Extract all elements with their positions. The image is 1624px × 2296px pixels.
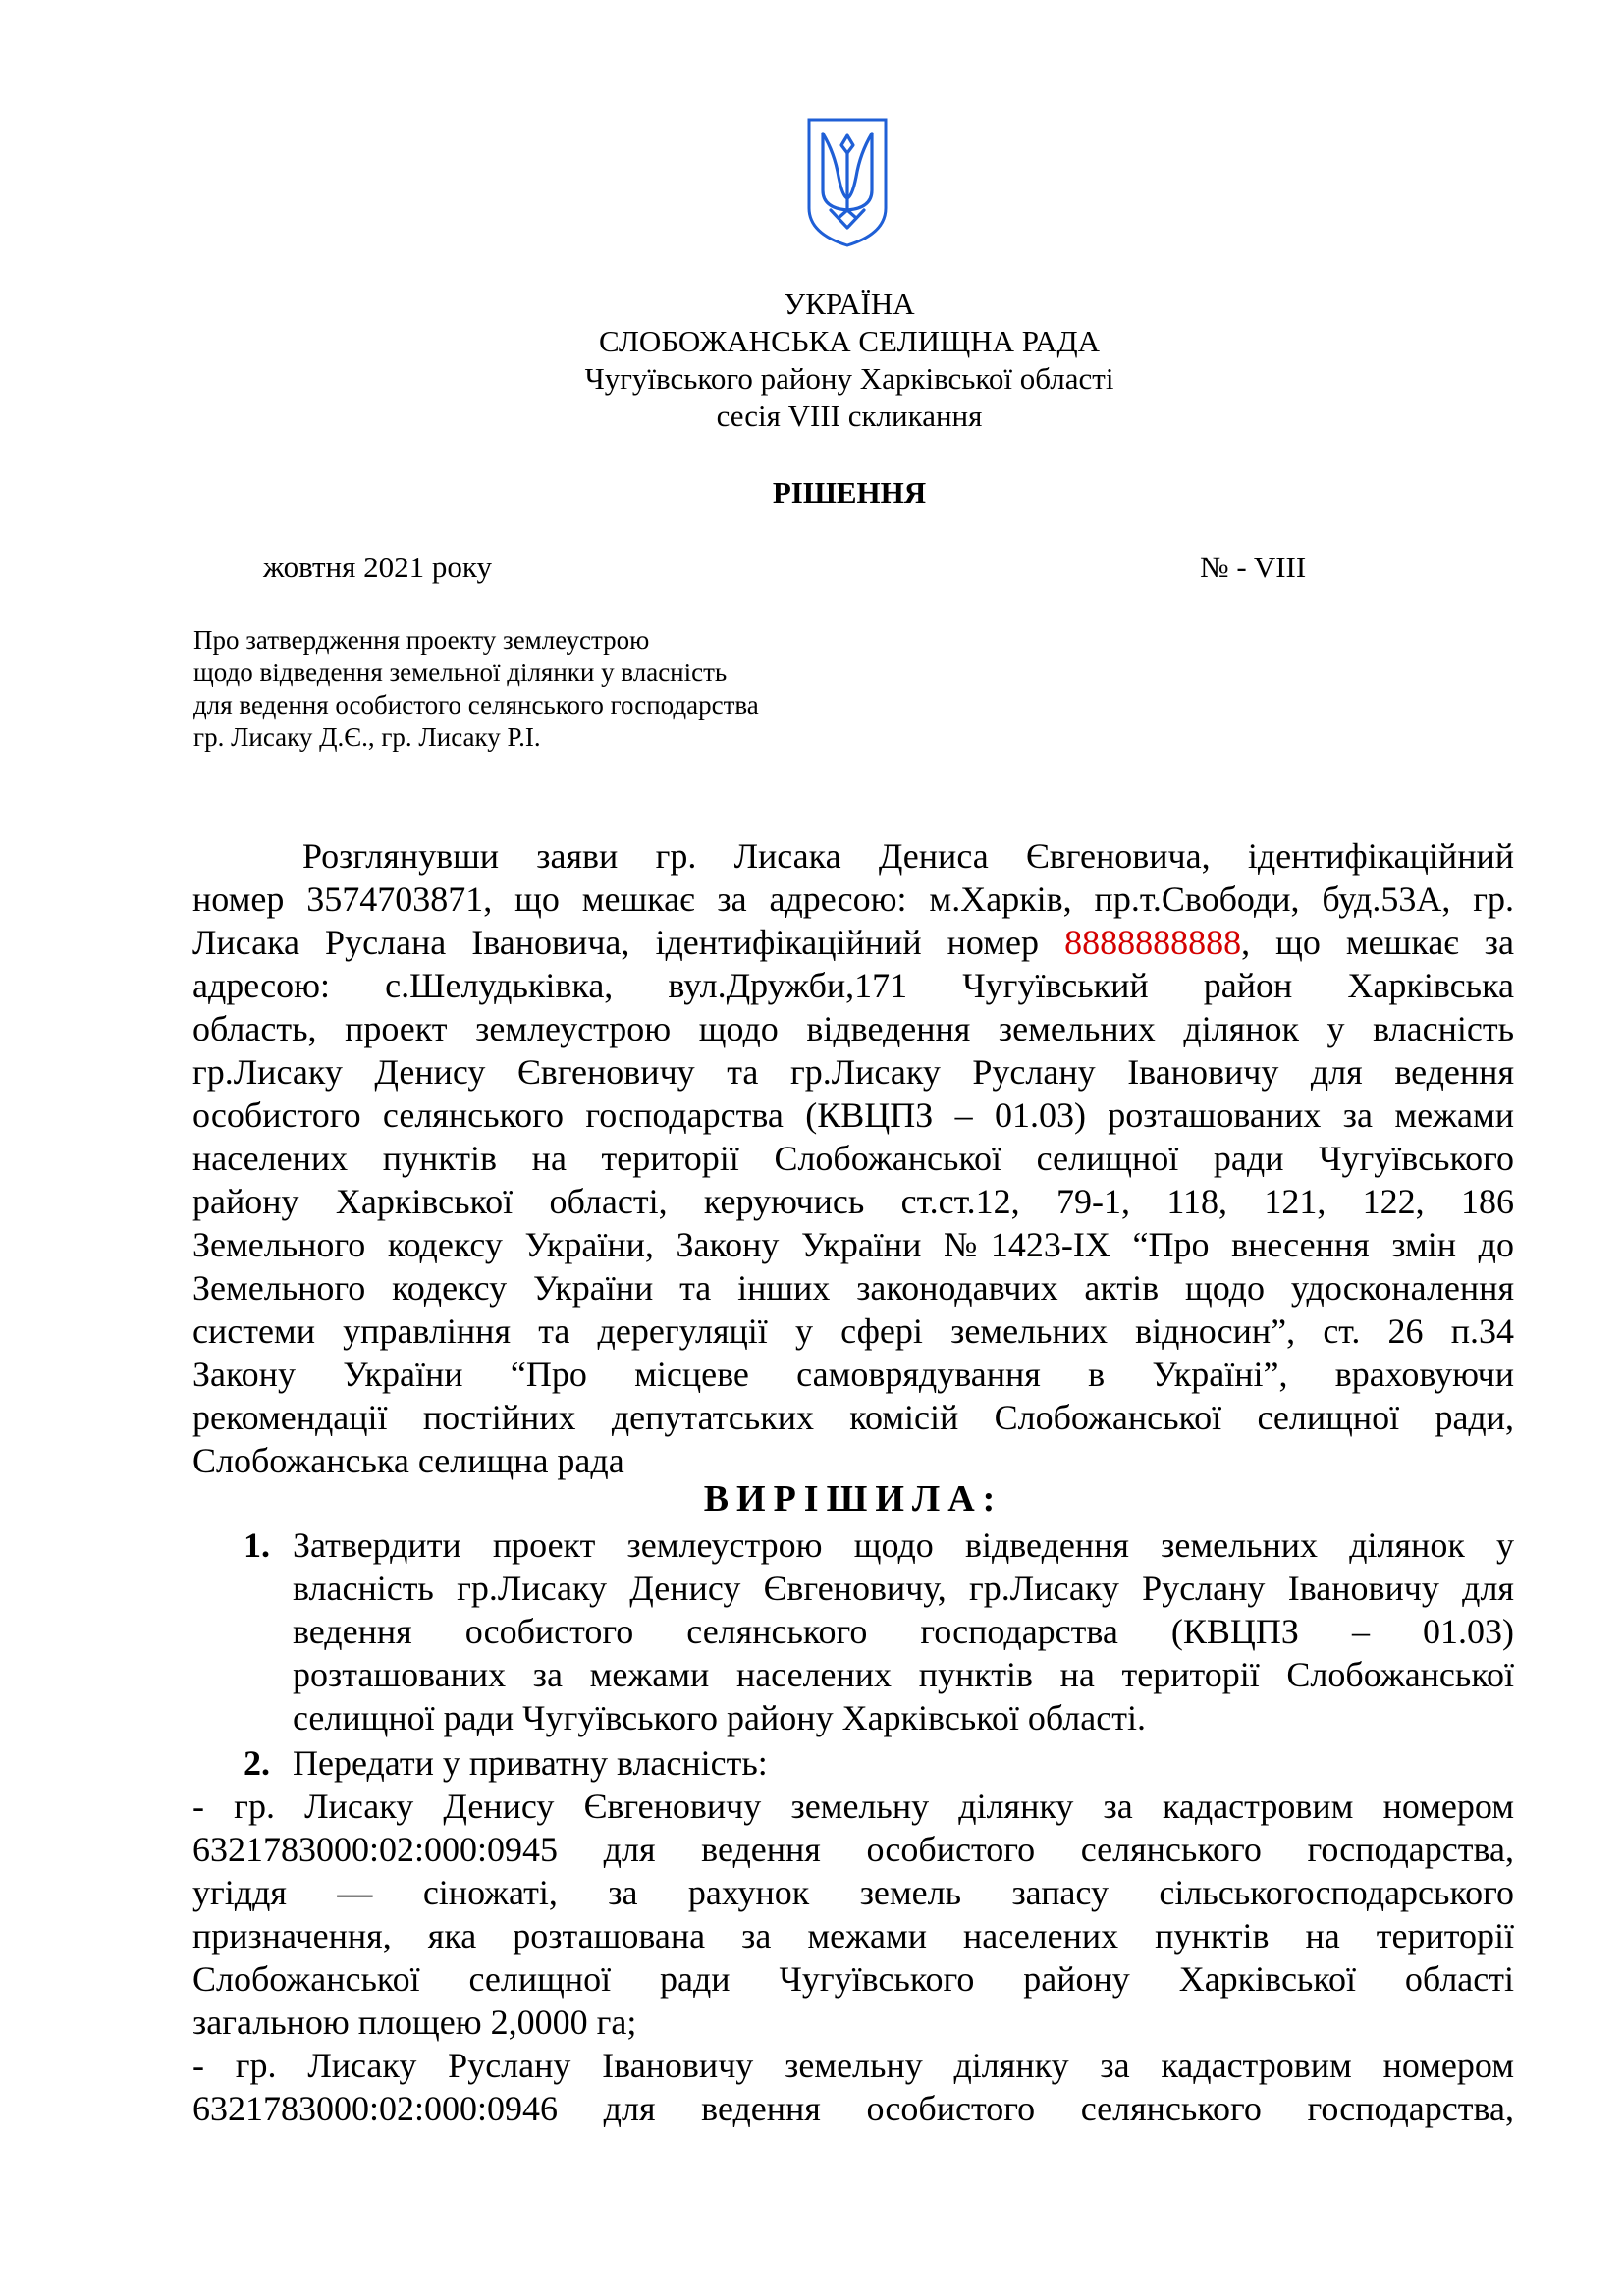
preamble-text: Лисака Руслана Івановича, ідентифікаційний номер (192, 923, 1065, 962)
preamble-text: , що мешкає за (1241, 923, 1515, 962)
decision-date: жовтня 2021 року (263, 550, 493, 584)
item-line: власність гр.Лисаку Денису Євгеновичу, гр.Лисаку Руслану Івановичу для (293, 1569, 1514, 1608)
item-line: Передати у приватну власність: (293, 1743, 768, 1783)
preamble-line: району Харківської області, керуючись ст.ст.12, 79-1, 118, 121, 122, 186 (192, 1182, 1514, 1221)
subject-line: Про затвердження проекту землеустрою (193, 625, 650, 655)
plot-a-line: загальною площею 2,0000 га; (192, 2002, 637, 2042)
decision-number: № - VIII (1200, 550, 1307, 584)
item-line: селищної ради Чугуївського району Харківської області. (293, 1698, 1146, 1737)
preamble-paragraph (192, 834, 1514, 1482)
subject-line: щодо відведення земельної ділянки у власність (193, 658, 728, 687)
item-number: 2. (244, 1743, 270, 1783)
decision-subject (193, 624, 979, 754)
subject-line: гр. Лисаку Д.Є., гр. Лисаку Р.І. (193, 722, 541, 752)
plot-a-line: призначення, яка розташована за межами населених пунктів на території (192, 1916, 1514, 1955)
plot-b-line: 6321783000:02:000:0946 для ведення особистого селянського господарства, (192, 2089, 1514, 2128)
preamble-line: Розглянувши заяви гр. Лисака Дениса Євгеновича, ідентифікаційний (302, 836, 1514, 876)
preamble-line: населених пунктів на території Слобожанської селищної ради Чугуївського (192, 1139, 1514, 1178)
preamble-line: особистого селянського господарства (КВЦПЗ – 01.03) розташованих за межами (192, 1095, 1514, 1135)
item-text (293, 1523, 1514, 1739)
resolved-heading: ВИРІШИЛА: (703, 1478, 1003, 1520)
preamble-line: рекомендації постійних депутатських комісій Слобожанської селищної ради, (192, 1398, 1514, 1437)
session-heading: сесія VIII скликання (716, 399, 983, 433)
item-line: розташованих за межами населених пунктів на території Слобожанської (293, 1655, 1514, 1694)
country-heading: УКРАЇНА (784, 287, 915, 321)
preamble-line: системи управління та дерегуляції у сфері земельних відносин”, ст. 26 п.34 (192, 1311, 1514, 1351)
plot-b-line: - гр. Лисаку Руслану Івановичу земельну ділянку за кадастровим номером (192, 2046, 1514, 2085)
preamble-line: область, проект землеустрою щодо відведення земельних ділянок у власність (192, 1009, 1514, 1048)
preamble-line (192, 921, 1514, 964)
plot-a-line: - гр. Лисаку Денису Євгеновичу земельну ділянку за кадастровим номером (192, 1787, 1514, 1826)
plot-a-line: 6321783000:02:000:0945 для ведення особистого селянського господарства, (192, 1830, 1514, 1869)
preamble-line: гр.Лисаку Денису Євгеновичу та гр.Лисаку Руслану Івановичу для ведення (192, 1052, 1514, 1092)
preamble-line: адресою: с.Шелудьківка, вул.Дружби,171 Чугуївський район Харківська (192, 966, 1514, 1005)
district-heading: Чугуївського району Харківської області (584, 361, 1114, 396)
item-line: Затвердити проект землеустрою щодо відведення земельних ділянок у (293, 1525, 1514, 1565)
item-text (293, 1741, 1514, 1785)
plot-a-line: угіддя — сіножаті, за рахунок земель запасу сільськогосподарського (192, 1873, 1514, 1912)
subject-line: для ведення особистого селянського господарства (193, 690, 759, 720)
item-line: ведення особистого селянського господарства (КВЦПЗ – 01.03) (293, 1612, 1514, 1651)
preamble-line: номер 3574703871, що мешкає за адресою: м.Харків, пр.т.Свободи, буд.53А, гр. (192, 880, 1514, 919)
council-heading: СЛОБОЖАНСЬКА СЕЛИЩНА РАДА (599, 324, 1100, 358)
preamble-line: Закону України “Про місцеве самоврядування в Україні”, враховуючи (192, 1355, 1514, 1394)
preamble-line: Слобожанська селищна рада (192, 1441, 624, 1480)
document-type-heading: РІШЕННЯ (772, 475, 927, 509)
redacted-id-number: 8888888888 (1064, 923, 1242, 962)
coat-of-arms-emblem (803, 114, 892, 249)
preamble-line: Земельного кодексу України та інших законодавчих актів щодо удосконалення (192, 1268, 1514, 1308)
item-number: 1. (244, 1525, 270, 1565)
preamble-line: Земельного кодексу України, Закону України №1423-IX “Про внесення змін до (192, 1225, 1514, 1264)
land-plot-list (192, 1785, 1514, 2130)
plot-a-line: Слобожанської селищної ради Чугуївського району Харківської області (192, 1959, 1514, 1999)
